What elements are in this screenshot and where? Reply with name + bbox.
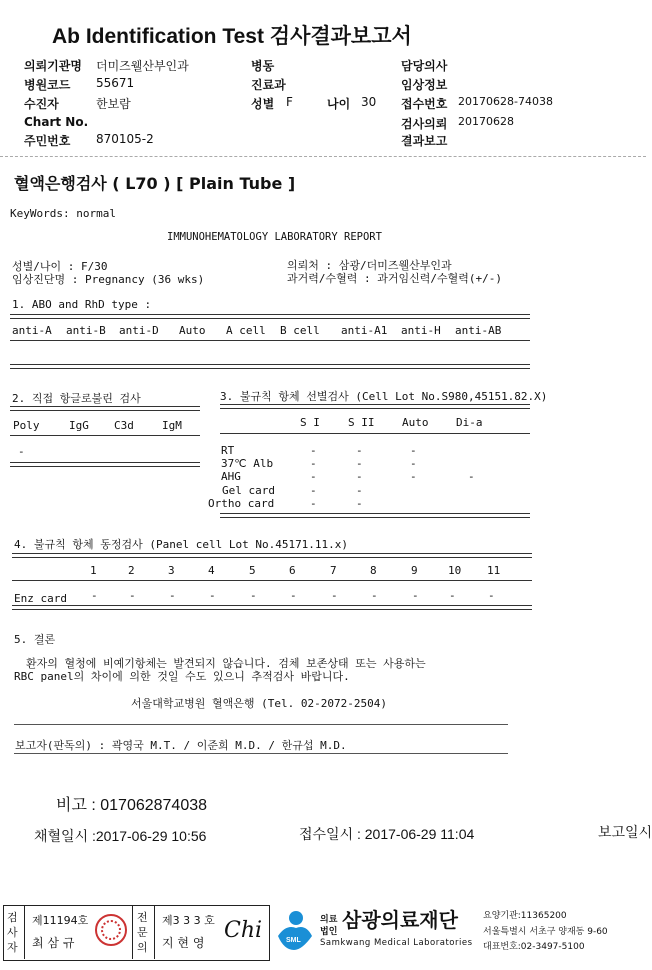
abo-rule-bottom [10,364,530,369]
dat-col: C3d [114,419,134,432]
abo-col: anti-A1 [341,324,388,337]
conclusion-org: 서울대학교병원 혈액은행 (Tel. 02-2072-2504) [131,697,387,710]
abo-col: anti-A [12,324,52,337]
doctor-label: 담당의사 [401,59,448,73]
screening-cell: - [356,444,363,457]
panel-col: 6 [289,564,296,577]
examiner-label: 검사자 [7,911,18,954]
screening-rule-mid [220,433,530,434]
dat-rule-bottom [10,462,200,467]
examiner-name: 최 삼 규 [32,936,75,950]
institution-value: 더미즈웰산부인과 [96,59,189,73]
signature: Chi [224,918,263,943]
request-label: 검사의뢰 [401,117,448,131]
conclusion-heading: 5. 결론 [14,633,56,646]
org-address: 서울특별시 서초구 양재동 9-60 [483,927,608,937]
org-prefix-2: 법인 [320,927,338,937]
institution-label: 의뢰기관명 [24,59,82,73]
screening-cell: - [410,444,417,457]
screening-cell: - [310,497,317,510]
dat-heading: 2. 직접 항글로불린 검사 [12,392,141,405]
examiner-no: 제11194호 [32,914,89,927]
screening-col: Auto [402,416,429,429]
conclusion-line2: RBC panel의 차이에 의한 것일 수도 있으니 추적검사 바랍니다. [14,670,350,683]
screening-cell: - [356,457,363,470]
screening-cell: - [356,497,363,510]
receipt-value: 20170628-74038 [458,95,553,108]
hospital-code-label: 병원코드 [24,78,71,92]
abo-col: anti-H [401,324,441,337]
clinical-label: 임상정보 [401,78,448,92]
panel-col: 8 [370,564,377,577]
screening-cell: - [356,470,363,483]
specialist-name: 지 현 영 [162,936,205,950]
screening-cell: - [310,444,317,457]
abo-rule-top [10,314,530,319]
history: 과거력/수혈력 : 과거임신력/수혈력(+/-) [287,272,502,285]
screening-row-label: Gel card [222,484,275,497]
id-value: 870105-2 [96,132,154,146]
panel-col: 9 [411,564,418,577]
panel-col: 11 [487,564,501,577]
screening-cell: - [468,470,475,483]
footer-divider [154,905,155,959]
panel-col: 10 [448,564,462,577]
panel-value: - [209,589,216,602]
keywords: KeyWords: normal [10,207,116,220]
screening-rule-bottom [220,513,530,518]
dat-col: IgG [69,419,89,432]
panel-value: - [449,589,456,602]
sex-value: F [286,95,293,109]
screening-rule-top [220,404,530,409]
panel-value: - [488,589,495,602]
panel-col: 5 [249,564,256,577]
abo-rule-mid [10,340,530,341]
receipt-label: 접수번호 [401,97,448,111]
received-time: 접수일시 : 2017-06-29 11:04 [299,826,475,842]
screening-cell: - [410,457,417,470]
request-value: 20170628 [458,115,514,128]
age-label: 나이 [327,97,351,111]
section-title: 혈액은행검사 ( L70 ) [ Plain Tube ] [14,174,296,193]
abo-col: anti-D [119,324,159,337]
footer-divider [132,905,133,959]
abo-col: B cell [280,324,320,337]
remarks-note: 비고 : 017062874038 [56,797,208,814]
org-name-en: Samkwang Medical Laboratories [320,938,473,948]
panel-heading: 4. 불규칙 항체 동정검사 (Panel cell Lot No.45171.11.x) [14,538,349,551]
specialist-no: 제3 3 3 호 [162,914,215,927]
dat-rule-mid [10,435,200,436]
panel-col: 4 [208,564,215,577]
org-name: 삼광의료재단 [342,908,458,932]
sex-age: 성별/나이 : F/30 [12,260,108,273]
panel-row-label: Enz card [14,592,67,605]
institution-no: 요양기관:11365200 [483,911,567,921]
report-title: Ab Identification Test 검사결과보고서 [52,25,412,48]
chart-label: Chart No. [24,115,89,129]
reporter: 보고자(판독의) : 곽영국 M.T. / 이준희 M.D. / 한규섭 M.D. [15,739,347,752]
screening-row-label: AHG [221,470,241,483]
hospital-code-value: 55671 [96,76,135,90]
id-label: 주민번호 [24,134,71,148]
abo-col: Auto [179,324,206,337]
dat-rule-top [10,406,200,411]
specialist-label: 전문의 [137,911,148,954]
dat-value: - [18,445,25,458]
reported-time-label: 보고일시 [598,824,652,840]
ward-label: 병동 [251,59,275,73]
screening-cell: - [310,470,317,483]
panel-value: - [412,589,419,602]
referrer: 의뢰처 : 삼광/더미즈웰산부인과 [287,259,452,272]
panel-value: - [371,589,378,602]
panel-col: 1 [90,564,97,577]
reporter-rule-top [14,724,508,725]
screening-col: S I [300,416,320,429]
footer-divider [24,905,25,959]
screening-cell: - [310,484,317,497]
screening-cell: - [356,484,363,497]
panel-value: - [250,589,257,602]
sml-logo-icon [272,906,316,952]
screening-col: S II [348,416,375,429]
org-prefix-1: 의료 [320,915,338,925]
dat-col: IgM [162,419,182,432]
lab-title: IMMUNOHEMATOLOGY LABORATORY REPORT [167,231,382,243]
panel-value: - [129,589,136,602]
screening-row-label: Ortho card [208,497,275,510]
screening-cell: - [410,470,417,483]
screening-row-label: RT [221,444,235,457]
examiner-stamp [95,914,127,946]
dept-label: 진료과 [251,78,286,92]
patient-value: 한보람 [96,97,131,111]
diagnosis: 임상진단명 : Pregnancy (36 wks) [12,273,205,286]
panel-value: - [91,589,98,602]
screening-heading: 3. 불규칙 항체 선별검사 (Cell Lot No.S980,45151.82.X) [220,390,548,403]
panel-value: - [290,589,297,602]
screening-row-label: 37℃ Alb [221,457,274,470]
reporter-rule-bottom [14,753,508,754]
abo-col: anti-B [66,324,106,337]
sml-logo-text: SML [286,937,301,944]
patient-label: 수진자 [24,97,59,111]
screening-col: Di-a [456,416,483,429]
header-separator [0,156,646,157]
abo-col: A cell [226,324,266,337]
dat-col: Poly [13,419,40,432]
panel-col: 2 [128,564,135,577]
panel-value: - [169,589,176,602]
panel-rule-bottom [12,605,532,610]
panel-value: - [331,589,338,602]
abo-heading: 1. ABO and RhD type : [12,298,152,311]
panel-col: 3 [168,564,175,577]
sex-label: 성별 [251,97,275,111]
panel-col: 7 [330,564,337,577]
conclusion-line1: 환자의 혈청에 비예기항체는 발견되지 않습니다. 검체 보존상태 또는 사용하는 [26,657,426,670]
org-phone: 대표번호:02-3497-5100 [483,942,585,952]
abo-col: anti-AB [455,324,502,337]
age-value: 30 [361,95,377,109]
collected-time: 채혈일시 :2017-06-29 10:56 [34,828,207,844]
panel-rule-top [12,553,532,558]
result-label: 결과보고 [401,134,448,148]
screening-cell: - [310,457,317,470]
panel-rule-mid [12,580,532,581]
